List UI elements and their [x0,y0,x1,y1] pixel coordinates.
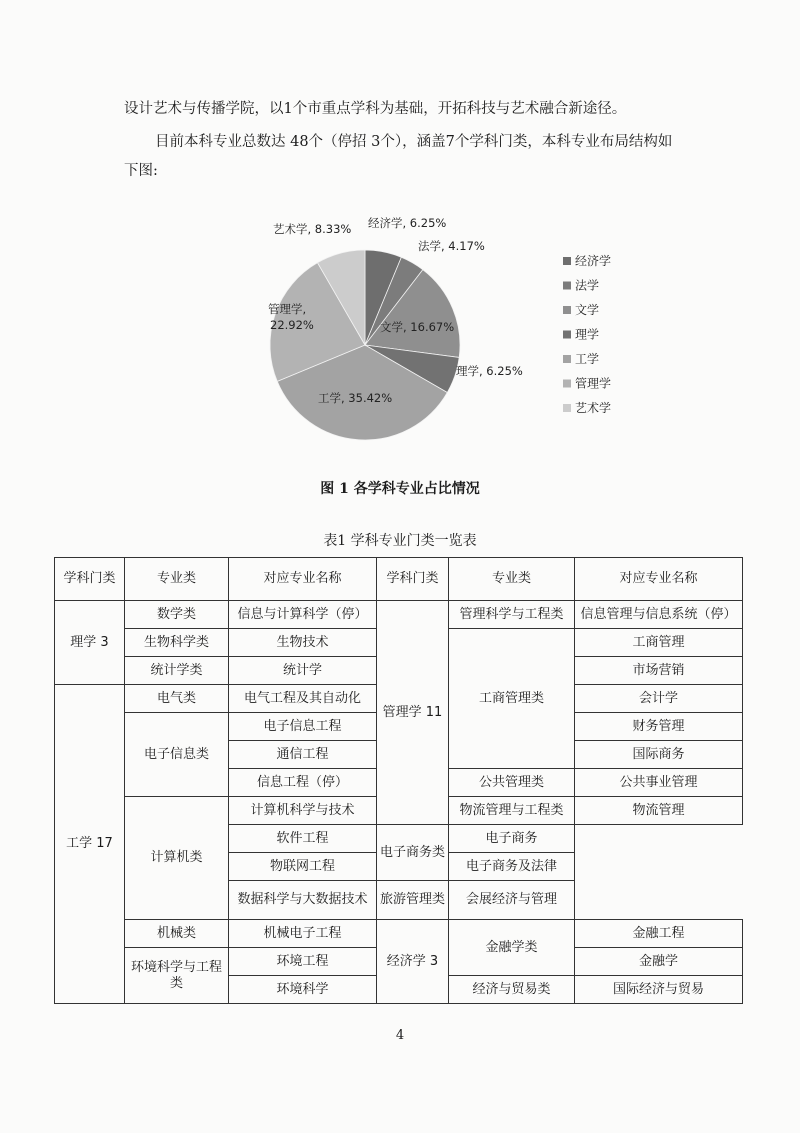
pie-data-label: 理学, 6.25% [456,364,523,378]
paragraph-line-1: 设计艺术与传播学院，以1个市重点学科为基础，开拓科技与艺术融合新途径。 [124,101,627,117]
legend-label: 文学 [575,303,600,317]
major-cell: 公共事业管理 [575,769,743,797]
class-cell: 公共管理类 [449,769,575,797]
pie-chart [0,205,800,450]
major-cell: 金融学 [575,948,743,976]
major-cell: 环境工程 [229,948,377,976]
major-cell: 工商管理 [575,629,743,657]
class-cell: 旅游管理类 [377,881,449,920]
class-cell: 管理科学与工程类 [449,601,575,629]
paragraph-line-2: 目前本科专业总数达 48个（停招 3个），涵盖7个学科门类，本科专业布局结构如 [155,134,673,150]
class-cell: 环境科学与工程类 [125,948,229,1004]
major-cell: 电气工程及其自动化 [229,685,377,713]
discipline-table [54,557,743,1004]
major-cell: 统计学 [229,657,377,685]
table-row [55,920,743,948]
category-cell: 工学 17 [55,685,125,1004]
major-cell: 财务管理 [575,713,743,741]
legend-swatch [563,282,571,290]
legend-swatch [563,355,571,363]
class-cell: 电子信息类 [125,713,229,797]
pie-data-label: 管理学, [268,302,307,316]
class-cell: 经济与贸易类 [449,976,575,1004]
class-cell: 计算机类 [125,797,229,920]
major-cell: 通信工程 [229,741,377,769]
class-cell: 电气类 [125,685,229,713]
legend-swatch [563,257,571,265]
major-cell: 电子商务 [449,825,575,853]
legend-swatch [563,306,571,314]
major-cell: 会展经济与管理 [449,881,575,920]
category-cell: 经济学 3 [377,920,449,1004]
figure-caption: 图 1 各学科专业占比情况 [320,481,480,497]
category-cell: 管理学 11 [377,601,449,825]
legend-label: 艺术学 [575,401,612,415]
major-cell: 环境科学 [229,976,377,1004]
major-cell: 信息工程（停） [229,769,377,797]
major-cell: 软件工程 [229,825,377,853]
legend-swatch [563,380,571,388]
major-cell: 生物技术 [229,629,377,657]
pie-data-label: 经济学, 6.25% [368,216,447,230]
major-cell: 信息与计算科学（停） [229,601,377,629]
header-cell: 学科门类 [55,558,125,601]
major-cell: 市场营销 [575,657,743,685]
legend-swatch [563,331,571,339]
legend-label: 经济学 [575,254,612,268]
header-cell: 学科门类 [377,558,449,601]
header-cell: 对应专业名称 [229,558,377,601]
class-cell: 统计学类 [125,657,229,685]
legend-label: 法学 [575,278,600,293]
class-cell: 机械类 [125,920,229,948]
header-cell: 对应专业名称 [575,558,743,601]
class-cell: 生物科学类 [125,629,229,657]
category-cell: 理学 3 [55,601,125,685]
class-cell: 物流管理与工程类 [449,797,575,825]
page-number: 4 [395,1028,405,1043]
legend-label: 理学 [575,327,600,342]
major-cell: 电子商务及法律 [449,853,575,881]
major-cell: 物联网工程 [229,853,377,881]
header-cell: 专业类 [449,558,575,601]
class-cell: 工商管理类 [449,629,575,769]
major-cell: 信息管理与信息系统（停） [575,601,743,629]
pie-data-label: 艺术学, 8.33% [273,222,352,236]
class-cell: 数学类 [125,601,229,629]
pie-data-label: 22.92% [270,318,314,332]
legend-label: 管理学 [575,376,612,391]
major-cell: 计算机科学与技术 [229,797,377,825]
major-cell: 电子信息工程 [229,713,377,741]
major-cell: 物流管理 [575,797,743,825]
class-cell: 金融学类 [449,920,575,976]
table-row [55,601,743,629]
legend-label: 工学 [575,352,600,366]
major-cell: 会计学 [575,685,743,713]
table-header-row [55,558,743,601]
table-caption: 表1 学科专业门类一览表 [323,533,477,549]
class-cell: 电子商务类 [377,825,449,881]
pie-data-label: 法学, 4.17% [418,239,485,253]
pie-data-label: 工学, 35.42% [318,391,393,405]
pie-data-label: 文学, 16.67% [380,320,455,334]
major-cell: 金融工程 [575,920,743,948]
header-cell: 专业类 [125,558,229,601]
major-cell: 国际商务 [575,741,743,769]
legend-swatch [563,404,571,412]
major-cell: 机械电子工程 [229,920,377,948]
major-cell: 数据科学与大数据技术 [229,881,377,920]
paragraph-line-3: 下图: [124,163,158,179]
major-cell: 国际经济与贸易 [575,976,743,1004]
